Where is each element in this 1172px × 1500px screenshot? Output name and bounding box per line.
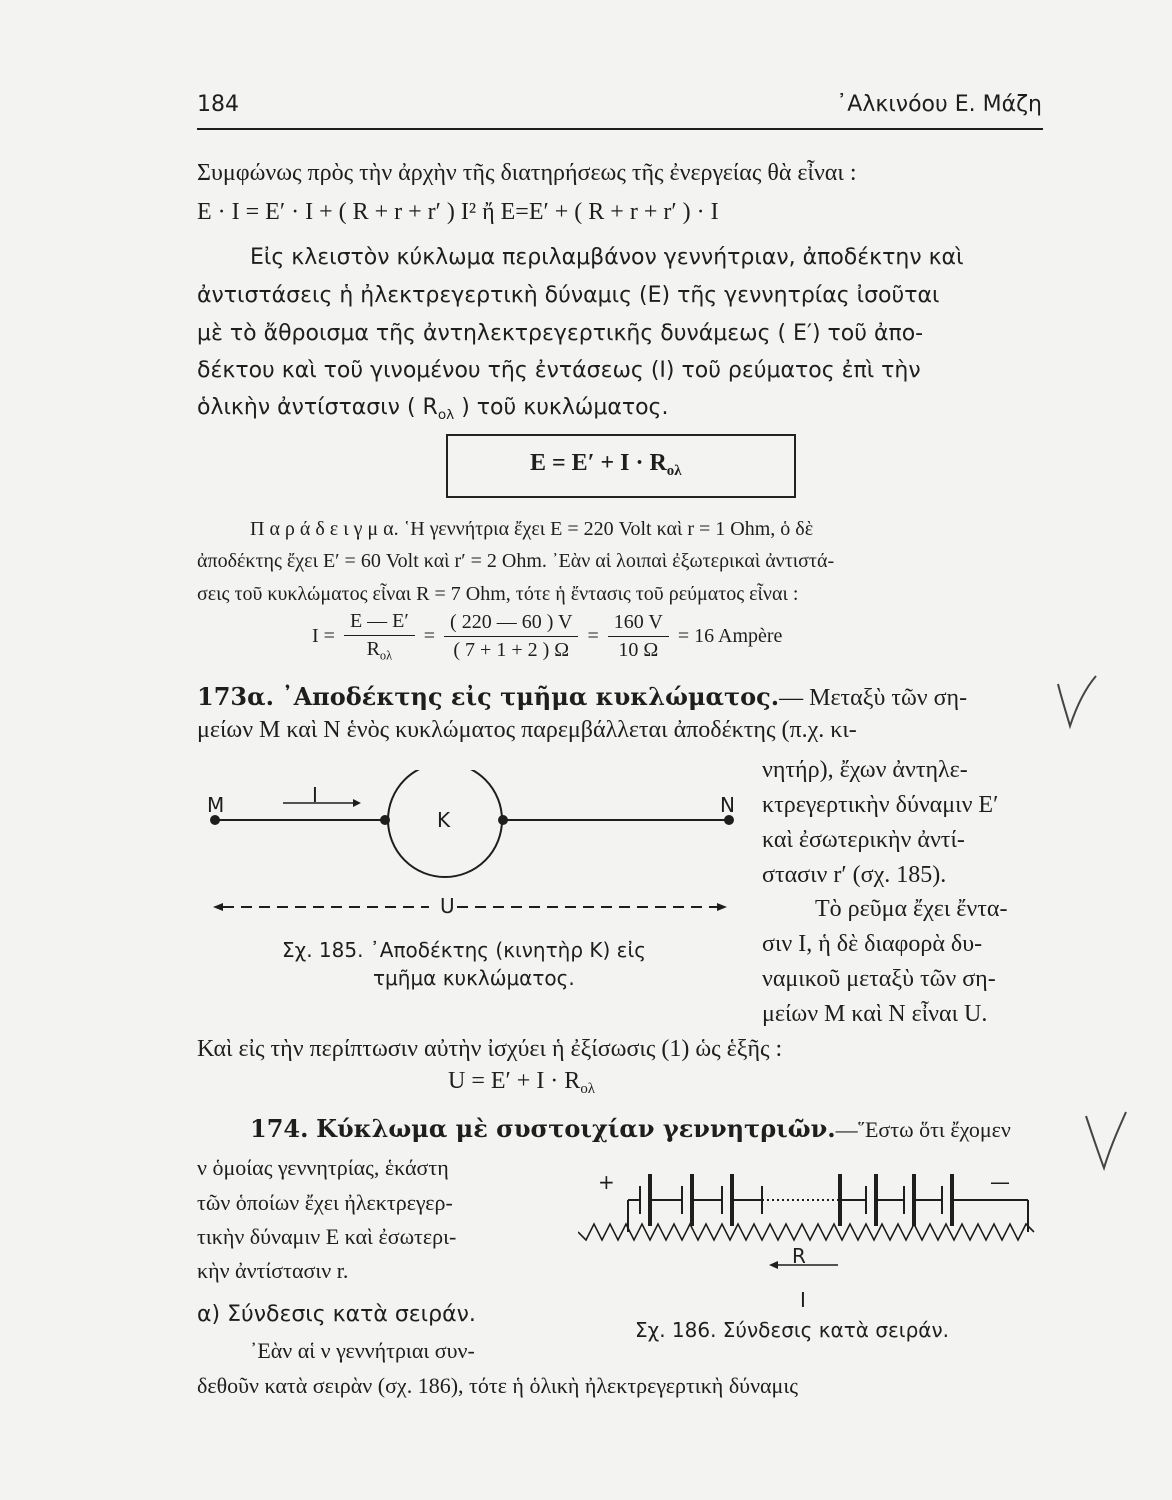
header-rule	[197, 128, 1043, 130]
side-line: κτρεγερτικὴν δύναμιν Ε′	[762, 792, 999, 818]
side-line: σιν Ι, ἡ δὲ διαφορὰ δυ-	[762, 931, 983, 957]
side-line: ναμικοῦ μεταξὺ τῶν ση-	[762, 966, 996, 992]
label-m: M	[207, 793, 225, 817]
margin-check-mark	[1082, 1108, 1132, 1173]
side-line: στασιν r′ (σχ. 185).	[762, 862, 947, 888]
label-n: N	[720, 793, 735, 817]
section-173a-heading: 173α. ᾿Αποδέκτης εἰς τμῆμα κυκλώματος.— Μεταξὺ τῶν ση-	[197, 682, 968, 711]
figure-186-caption: Σχ. 186. Σύνδεσις κατὰ σειράν.	[635, 1318, 949, 1342]
label-i: I	[312, 783, 318, 807]
energy-equation: E · I = E′ · I + ( R + r + r′ ) I² ἤ E=E′ + ( R + r + r′ ) · I	[197, 199, 719, 225]
current-arrowhead	[769, 1261, 778, 1269]
figure-186-series-circuit	[578, 1160, 1038, 1300]
label-u: U	[440, 894, 455, 918]
section-line: μείων Μ καὶ Ν ἑνὸς κυκλώματος παρεμβάλλεται ἀποδέκτης (π.χ. κι-	[197, 717, 857, 743]
label-k: K	[437, 808, 451, 832]
paragraph-last-line: ὁλικὴν ἀντίστασιν ( $R_{o\lambda}$ ) τοῦ κυκλώματος.	[197, 395, 669, 423]
section-174-heading: 174. Κύκλωμα μὲ συστοιχίαν γεννητριῶν.—῞Εστω ὅτι ἔχομεν	[250, 1114, 1011, 1143]
section-line: Καὶ εἰς τὴν περίπτωσιν αὐτὴν ἰσχύει ἡ ἐξίσωσις (1) ὡς ἑξῆς :	[197, 1036, 783, 1062]
margin-check-mark	[1052, 672, 1102, 732]
example-equation: I = $\frac{E — E'}{R_{o\lambda}}$ = $\frac{( 220 — 60 ) V}{( 7 + 1 + 2 ) \Omega}$ = $\frac{160 V}{10 \Omega}$ = 16 Ampère	[312, 610, 783, 663]
receiver-formula: $U = E' + I \cdot R_{o\lambda}$	[448, 1068, 595, 1098]
page-number: 184	[197, 92, 239, 117]
voltage-arrowhead-right	[717, 903, 727, 911]
section-line: τικὴν δύναμιν Ε καὶ ἐσωτερι-	[197, 1224, 457, 1249]
figure-185-caption: Σχ. 185. ᾿Αποδέκτης (κινητὴρ Κ) εἰς	[282, 938, 646, 962]
fraction: $\frac{( 220 — 60 ) V}{( 7 + 1 + 2 ) \Omega}$	[444, 611, 578, 662]
running-title: ᾿Αλκινόου Ε. Μάζη	[836, 92, 1042, 117]
side-line: νητήρ), ἔχων ἀντηλε-	[762, 757, 968, 783]
external-resistor	[578, 1224, 1034, 1240]
current-arrowhead	[353, 799, 361, 807]
example-line: ἀποδέκτης ἔχει Ε′ = 60 Volt καὶ r′ = 2 Ohm. ᾿Εὰν αἱ λοιπαὶ ἐξωτερικαὶ ἀντιστά-	[197, 550, 835, 572]
side-line: μείων Μ καὶ Ν εἶναι U.	[762, 1001, 988, 1027]
label-r: R	[792, 1244, 806, 1268]
fraction: $\frac{E — E'}{R_{o\lambda}}$	[344, 610, 415, 663]
section-line: κὴν ἀντίστασιν r.	[197, 1258, 349, 1283]
example-line: Π α ρ ά δ ε ι γ μ α. ῾Η γεννήτρια ἔχει Ε = 220 Volt καὶ r = 1 Ohm, ὁ δὲ	[250, 518, 814, 540]
fraction: $\frac{160 V}{10 \Omega}$	[608, 611, 669, 662]
label-i: I	[800, 1288, 806, 1312]
paragraph-line: ἀντιστάσεις ἡ ἠλεκτρεγερτικὴ δύναμις (Ε) τῆς γεννητρίας ἰσοῦται	[197, 283, 940, 308]
series-subheading: α) Σύνδεσις κατὰ σειράν.	[197, 1302, 476, 1327]
label-minus: —	[990, 1170, 1010, 1194]
section-line: ᾿Εὰν αἱ ν γεννήτριαι συν-	[250, 1338, 475, 1363]
example-line: σεις τοῦ κυκλώματος εἶναι R = 7 Ohm, τότε ἡ ἔντασις τοῦ ρεύματος εἶναι :	[197, 583, 799, 605]
section-line: τῶν ὁποίων ἔχει ἠλεκτρεγερ-	[197, 1190, 453, 1215]
section-line: δεθοῦν κατὰ σειρὰν (σχ. 186), τότε ἡ ὁλικὴ ἠλεκτρεγερτικὴ δύναμις	[197, 1373, 798, 1398]
paragraph-line: δέκτου καὶ τοῦ γινομένου τῆς ἐντάσεως (Ι) τοῦ ρεύματος ἐπὶ τὴν	[197, 358, 921, 383]
paragraph-line: μὲ τὸ ἄθροισμα τῆς ἀντηλεκτρεγερτικῆς δυνάμεως ( Ε′) τοῦ ἀπο-	[197, 321, 924, 346]
example-label: Π α ρ ά δ ε ι γ μ α.	[250, 518, 399, 540]
section-line: ν ὁμοίας γεννητρίας, ἑκάστη	[197, 1155, 449, 1180]
side-line: Τὸ ρεῦμα ἔχει ἔντα-	[815, 896, 1008, 922]
figure-185-caption: τμῆμα κυκλώματος.	[373, 966, 575, 990]
voltage-arrowhead-left	[213, 903, 223, 911]
label-plus: +	[598, 1170, 615, 1194]
side-line: καὶ ἐσωτερικὴν ἀντί-	[762, 827, 965, 853]
paragraph-line: Εἰς κλειστὸν κύκλωμα περιλαμβάνον γεννήτριαν, ἀποδέκτην καὶ	[250, 245, 964, 270]
boxed-formula: $E = E' + I \cdot R_{o\lambda}$	[530, 450, 682, 480]
intro-line: Συμφώνως πρὸς τὴν ἀρχὴν τῆς διατηρήσεως τῆς ἐνεργείας θὰ εἶναι :	[197, 160, 857, 186]
